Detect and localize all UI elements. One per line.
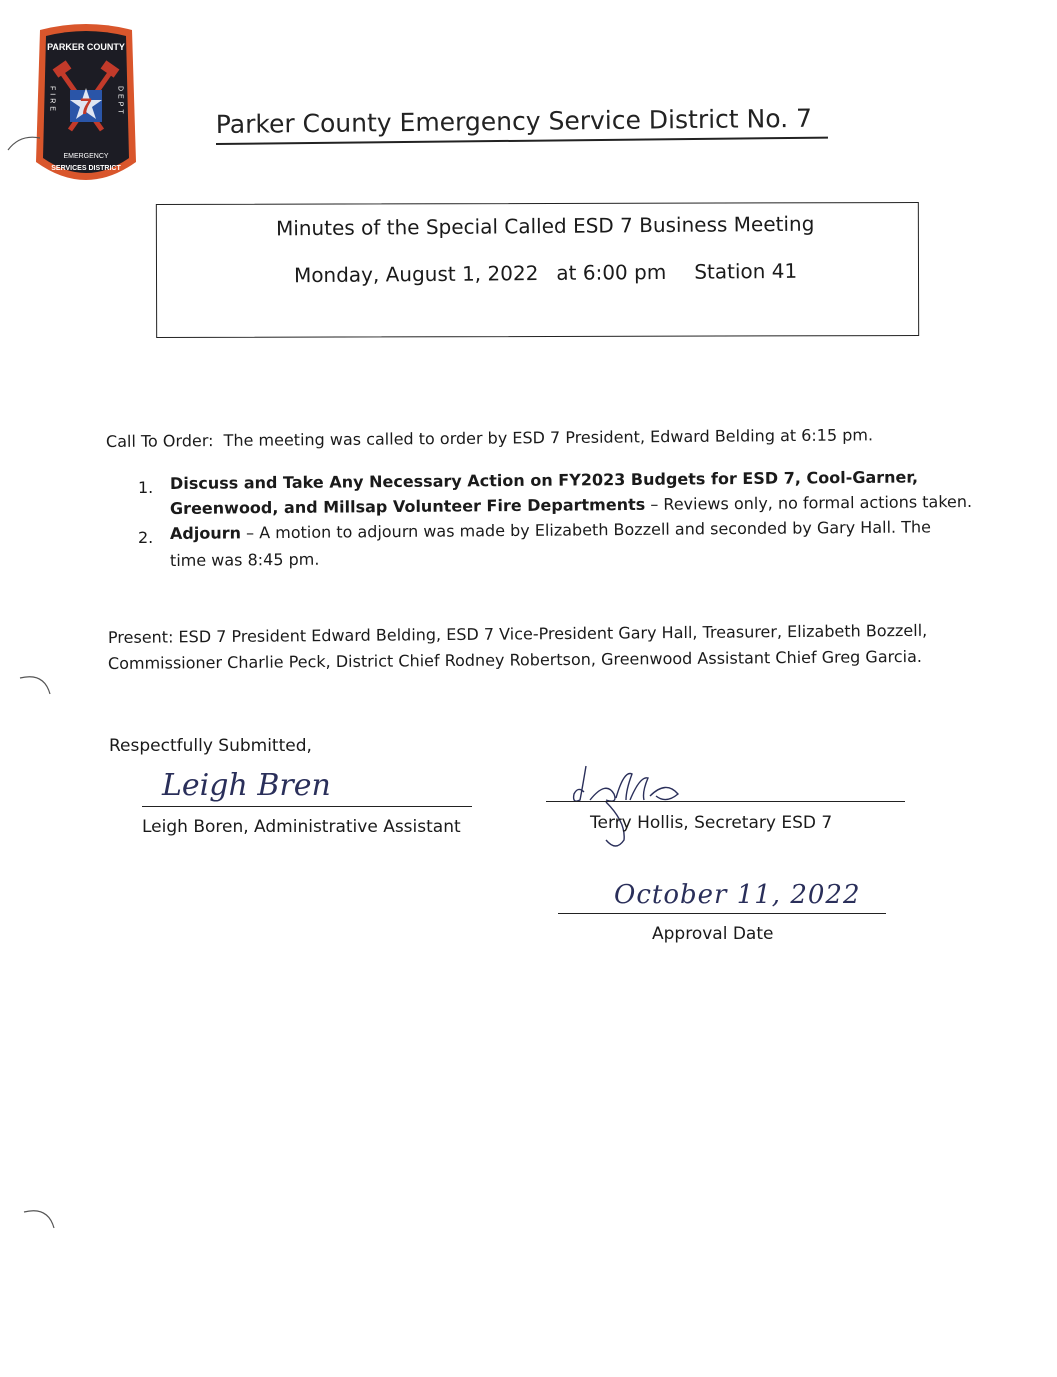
signature-terry-hollis (566, 760, 686, 856)
item-1-text: – Reviews only, no formal actions taken. (645, 492, 973, 514)
meeting-heading: Minutes of the Special Called ESD 7 Business Meeting (275, 211, 815, 241)
meeting-location: Station 41 (694, 258, 798, 284)
present-line-2: Commissioner Charlie Peck, District Chief Rodney Robertson, Greenwood Assistant Chief Greg Garcia. (107, 646, 923, 673)
signature-line-right (546, 801, 905, 802)
signature-line-left (142, 806, 472, 807)
approval-date-label: Approval Date (652, 924, 774, 944)
item-1-line-2 (170, 492, 972, 518)
page-title: Parker County Emergency Service District No. 7 (215, 103, 813, 139)
margin-mark (18, 672, 54, 696)
item-2-line-1 (170, 517, 931, 543)
fire-district-logo (30, 22, 142, 190)
approval-date-line (558, 913, 886, 914)
item-1-heading-b: Greenwood, and Millsap Volunteer Fire Departments (169, 494, 646, 518)
item-number: 1. (138, 478, 154, 497)
meeting-date: Monday, August 1, 2022 (293, 261, 539, 288)
approval-date-handwritten: October 11, 2022 (614, 880, 861, 910)
margin-mark (6, 132, 42, 156)
signature-label-left: Leigh Boren, Administrative Assistant (142, 817, 461, 837)
logo-number: 7 (79, 94, 93, 119)
margin-mark (22, 1206, 58, 1230)
signature-leigh-boren: Leigh Bren (162, 768, 331, 803)
item-2-heading: Adjourn (169, 523, 242, 543)
item-number: 2. (138, 528, 154, 547)
item-2-line-2: time was 8:45 pm. (169, 549, 320, 570)
closing-text: Respectfully Submitted, (109, 736, 312, 756)
logo-bottom-text-2: SERVICES DISTRICT (51, 165, 121, 172)
logo-top-text: PARKER COUNTY (47, 42, 125, 52)
item-1-heading-a: Discuss and Take Any Necessary Action on FY2023 Budgets for ESD 7, Cool-Garner, (169, 467, 919, 493)
call-to-order (106, 425, 873, 451)
signature-label-right: Terry Hollis, Secretary ESD 7 (590, 813, 833, 833)
item-2-text-a: – A motion to adjourn was made by Elizabeth Bozzell and seconded by Gary Hall. The (240, 517, 931, 543)
logo-bottom-text-1: EMERGENCY (63, 153, 109, 160)
logo-left-text: FIRE (48, 86, 56, 114)
meeting-details (294, 259, 797, 287)
item-1-line-1 (170, 467, 918, 493)
call-to-order-label: Call To Order: (105, 431, 214, 451)
logo-right-text: DEPT (116, 86, 124, 117)
meeting-time: at 6:00 pm (556, 259, 667, 285)
call-to-order-text: The meeting was called to order by ESD 7 President, Edward Belding at 6:15 pm. (223, 425, 874, 450)
present-line-1: Present: ESD 7 President Edward Belding, ESD 7 Vice-President Gary Hall, Treasurer, Elizabeth Bozzell, (107, 620, 928, 647)
